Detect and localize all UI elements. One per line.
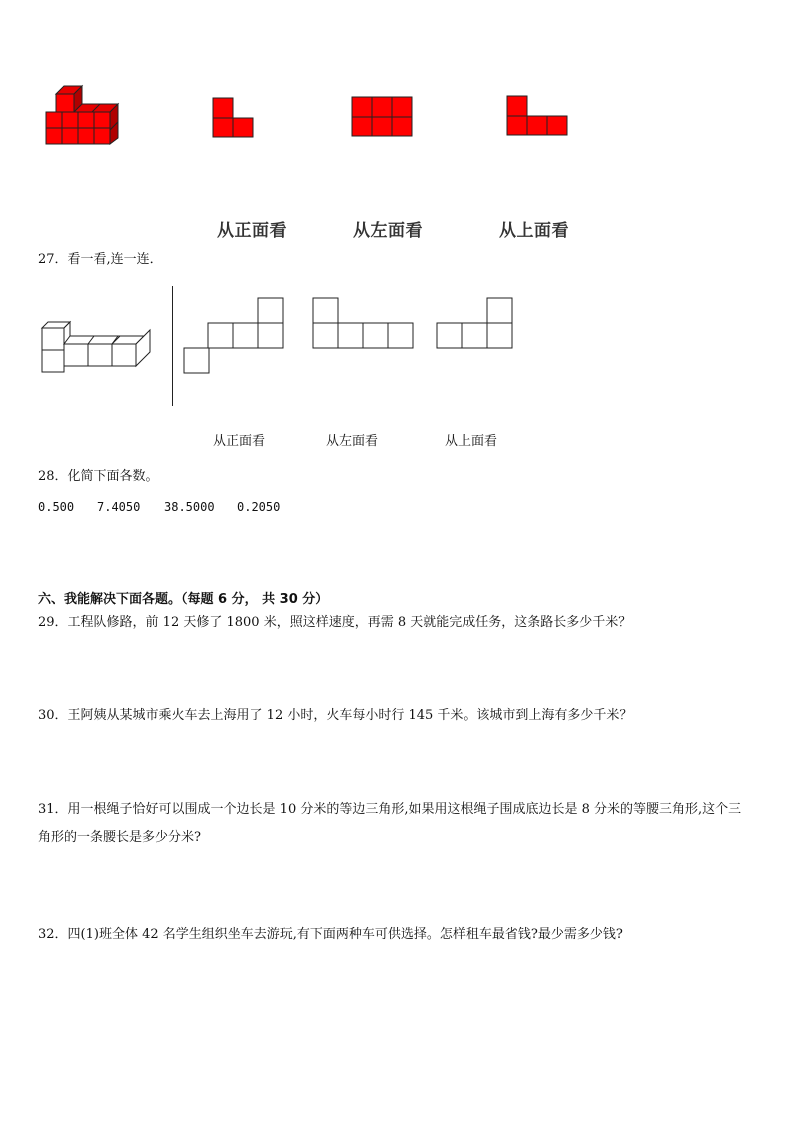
red-view-c [506,95,570,138]
view-label-top: 从上面看 [499,221,569,241]
red-cube-3d-model [40,80,130,150]
view-label-top-2: 从上面看 [445,434,498,449]
question-31: 31．用一根绳子恰好可以围成一个边长是 10 分米的等边三角形,如果用这根绳子围成底边长是 8 分米的等腰三角形,这个三角形的一条腰长是多少分米? [38,802,742,845]
section-6-title: 六、我能解决下面各题。（每题 6 分， 共 30 分） [38,592,329,607]
white-view-a [183,297,285,375]
number-3: 38.5000 [164,500,215,514]
question-27: 27．看一看,连一连． [38,252,163,267]
white-view-c [436,297,516,351]
number-2: 7.4050 [97,500,141,514]
view-label-left: 从左面看 [353,221,423,241]
divider-line [172,286,173,406]
red-view-b [351,96,415,138]
view-label-front-2: 从正面看 [213,434,266,449]
view-label-front: 从正面看 [217,221,287,241]
number-4: 0.2050 [237,500,281,514]
white-view-b [312,297,416,351]
red-view-a [212,97,257,139]
view-label-left-2: 从左面看 [326,434,379,449]
question-29: 29．工程队修路，前 12 天修了 1800 米，照这样速度，再需 8 天就能完成任务，这条路长多少千米？ [38,615,632,630]
question-30: 30．王阿姨从某城市乘火车去上海用了 12 小时，火车每小时行 145 千米。该城市到上海有多少千米？ [38,708,633,723]
white-cube-3d-model [40,318,155,376]
question-32: 32．四(1)班全体 42 名学生组织坐车去游玩,有下面两种车可供选择。怎样租车最省钱?最少需多少钱? [38,927,623,942]
number-1: 0.500 [38,500,75,514]
question-28: 28．化简下面各数。 [38,469,159,484]
